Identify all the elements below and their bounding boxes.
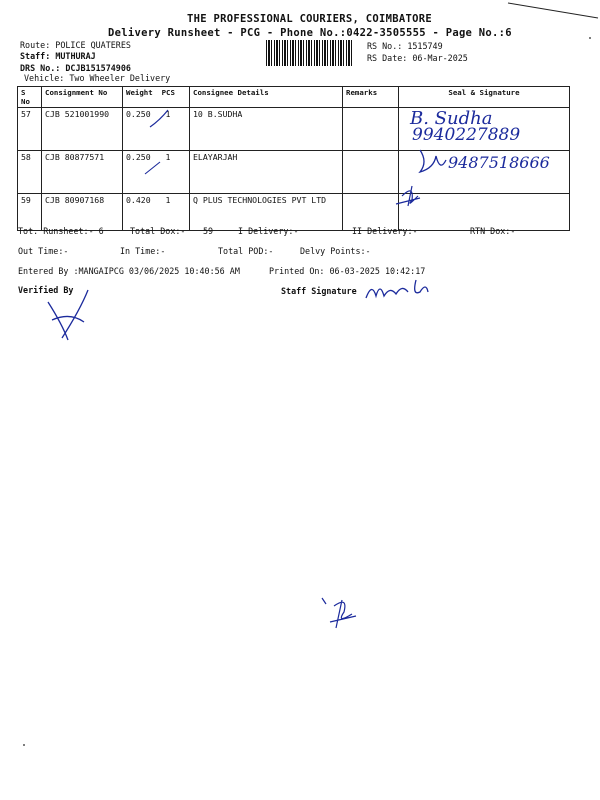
signature-phone: 9487518666: [448, 153, 550, 172]
rs-number: RS No.: 1515749: [367, 41, 443, 51]
staff-label: Staff:: [20, 51, 51, 61]
cell-sno: 59: [18, 194, 42, 231]
total-pod: Total POD:-: [218, 246, 274, 256]
printed-on: Printed On: 06-03-2025 10:42:17: [269, 266, 426, 276]
cell-consignee: ELAYARJAH: [190, 151, 343, 194]
route: Route: POLICE QUATERES: [20, 40, 131, 50]
header-remarks: Remarks: [343, 87, 399, 108]
total-dox-label: Total Dox:-: [130, 226, 186, 236]
header-consignment: Consignment No: [42, 87, 123, 108]
rs-date: RS Date: 06-Mar-2025: [367, 53, 468, 63]
signature-scribble: [396, 186, 420, 206]
verified-by: Verified By: [18, 285, 74, 295]
runsheet-subtitle: Delivery Runsheet - PCG - Phone No.:0422-3505555 - Page No.:6: [108, 27, 512, 39]
rtn-dox: RTN Dox:-: [470, 226, 516, 236]
cell-consignment: CJB 80907168: [42, 194, 123, 231]
tot-runsheet: Tot. Runsheet:- 6: [18, 226, 104, 236]
bottom-initials: [322, 598, 356, 628]
signature-scribble: [420, 150, 446, 172]
total-dox-value: 59: [203, 226, 214, 236]
cell-consignee: 10 B.SUDHA: [190, 108, 343, 151]
staff-value: MUTHURAJ: [55, 51, 96, 61]
company-title: THE PROFESSIONAL COURIERS, COIMBATORE: [187, 13, 432, 25]
corner-line: [508, 3, 598, 18]
header-seal-signature: Seal & Signature: [399, 87, 570, 108]
cell-sno: 57: [18, 108, 42, 151]
cell-consignment: CJB 80877571: [42, 151, 123, 194]
header-consignee: Consignee Details: [190, 87, 343, 108]
cell-pcs: 1: [165, 109, 171, 119]
out-time: Out Time:-: [18, 246, 69, 256]
header-sno: S No: [18, 87, 42, 108]
cell-pcs: 1: [165, 195, 171, 205]
cell-weight: 0.250: [126, 152, 151, 162]
cell-weight: 0.250: [126, 109, 151, 119]
signature-name: B. Sudha: [410, 108, 493, 129]
i-delivery: I Delivery:-: [238, 226, 299, 236]
header-weight-pcs: Weight PCS: [123, 87, 190, 108]
drs-number: DRS No.: DCJB151574906: [20, 63, 131, 73]
entered-by: Entered By :MANGAIPCG 03/06/2025 10:40:56 AM: [18, 266, 240, 276]
vehicle: Vehicle: Two Wheeler Delivery: [24, 73, 171, 83]
cell-pcs: 1: [165, 152, 171, 162]
speck: [23, 744, 25, 746]
tick-mark: [145, 162, 160, 174]
in-time: In Time:-: [120, 246, 166, 256]
ii-delivery: II Delivery:-: [352, 226, 418, 236]
cell-consignee: Q PLUS TECHNOLOGIES PVT LTD: [190, 194, 343, 231]
speck: [589, 37, 591, 39]
tick-mark: [150, 109, 171, 127]
cell-weight: 0.420: [126, 195, 151, 205]
verified-signature: [48, 290, 88, 340]
cell-sno: 58: [18, 151, 42, 194]
delvy-points: Delvy Points:-: [300, 246, 371, 256]
signature-phone: 9940227889: [412, 125, 521, 145]
staff-signature: [366, 280, 428, 298]
cell-consignment: CJB 521001990: [42, 108, 123, 151]
staff-signature-label: Staff Signature: [281, 286, 357, 296]
